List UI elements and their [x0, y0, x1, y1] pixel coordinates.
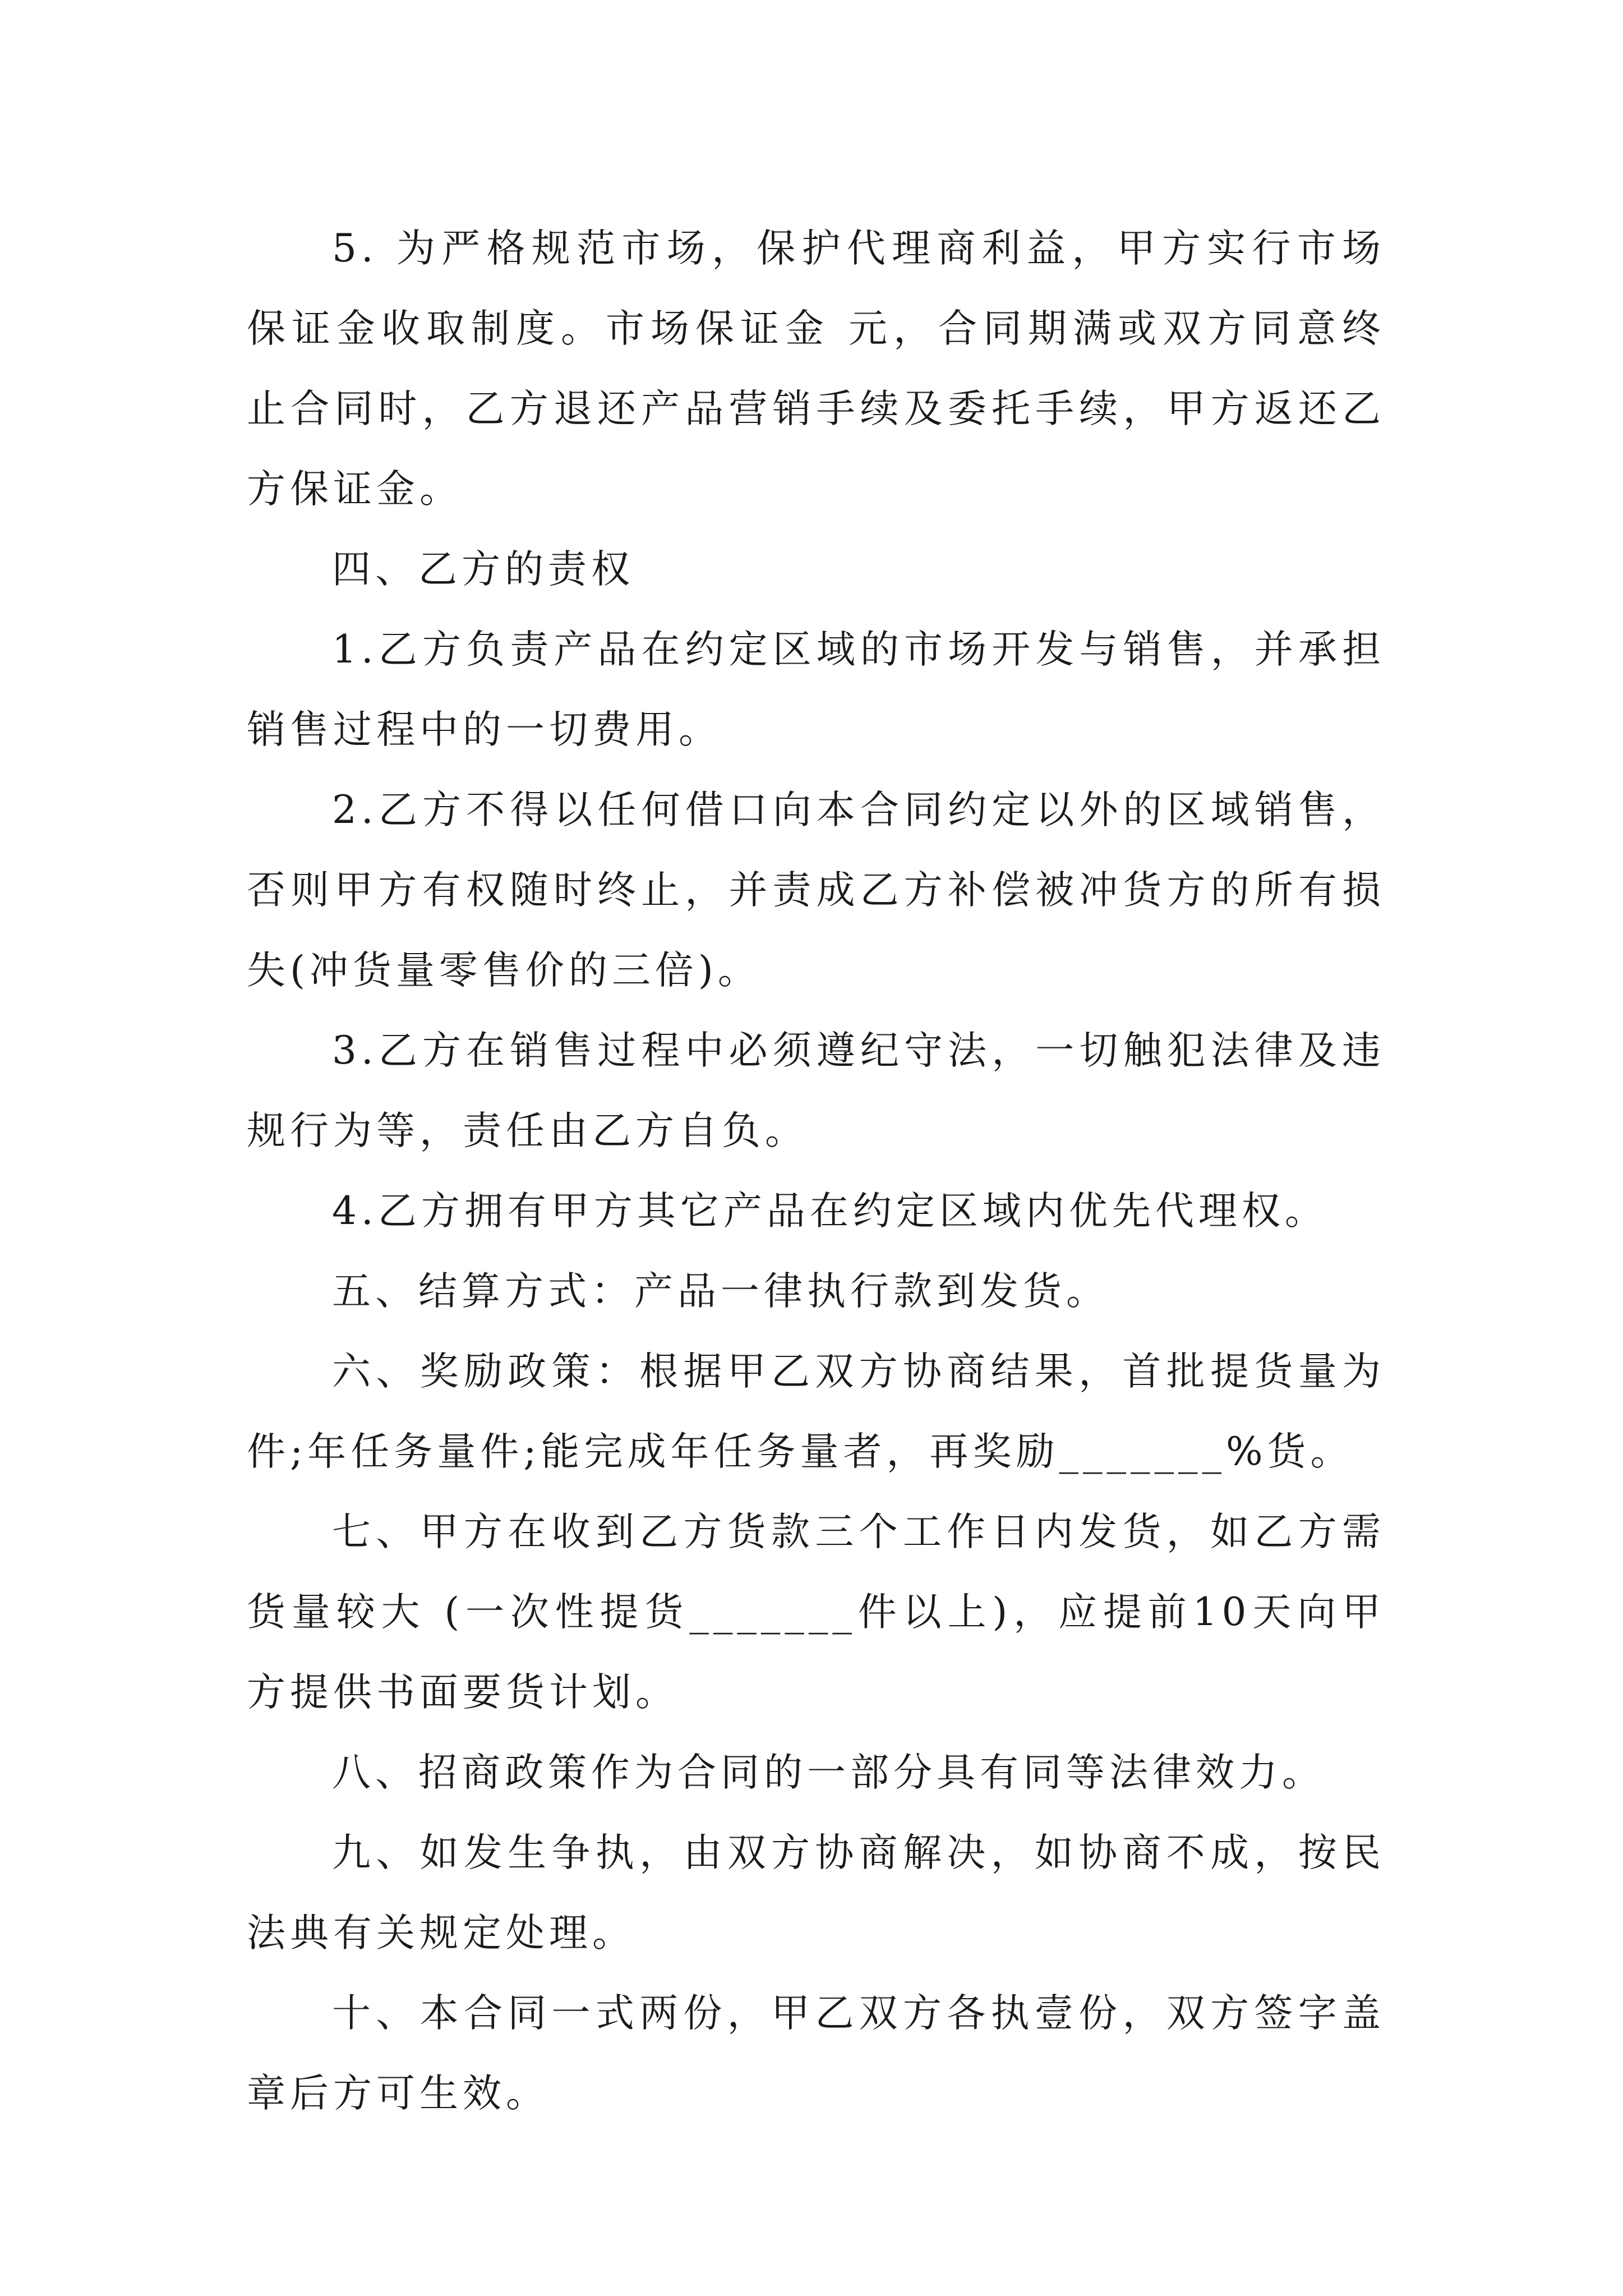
clause-4-item-4: 4.乙方拥有甲方其它产品在约定区域内优先代理权。	[332, 1189, 1328, 1234]
clause-3-item-5: 5. 为严格规范市场，保护代理商利益，甲方实行市场保证金收取制度。市场保证金 元，合同期满或双方同意终止合同时，乙方退还产品营销手续及委托手续，甲方返还乙方保证金。	[247, 226, 1385, 512]
clause-5-settlement: 五、结算方式：产品一律执行款到发货。	[332, 1269, 1109, 1314]
clause-8-policy: 八、招商政策作为合同的一部分具有同等法律效力。	[332, 1750, 1325, 1795]
clause-7-delivery: 七、甲方在收到乙方货款三个工作日内发货，如乙方需货量较大 (一次性提货_______件以上)，应提前10天向甲方提供书面要货计划。	[247, 1510, 1385, 1715]
clause-6-incentive: 六、奖励政策：根据甲乙双方协商结果，首批提货量为件;年任务量件;能完成年任务量者，再奖励_______%货。	[247, 1349, 1385, 1474]
contract-body	[247, 209, 1385, 2134]
clause-9-dispute: 九、如发生争执，由双方协商解决，如协商不成，按民法典有关规定处理。	[247, 1830, 1385, 1955]
clause-10-copies: 十、本合同一式两份，甲乙双方各执壹份，双方签字盖章后方可生效。	[247, 1991, 1385, 2116]
clause-4-item-1: 1.乙方负责产品在约定区域的市场开发与销售，并承担销售过程中的一切费用。	[247, 627, 1385, 752]
clause-4-item-3: 3.乙方在销售过程中必须遵纪守法，一切触犯法律及违规行为等，责任由乙方自负。	[247, 1028, 1385, 1153]
clause-4-item-2: 2.乙方不得以任何借口向本合同约定以外的区域销售，否则甲方有权随时终止，并责成乙方补偿被冲货方的所有损失(冲货量零售价的三倍)。	[247, 788, 1385, 993]
section-heading-party-b-rights: 四、乙方的责权	[332, 547, 634, 592]
